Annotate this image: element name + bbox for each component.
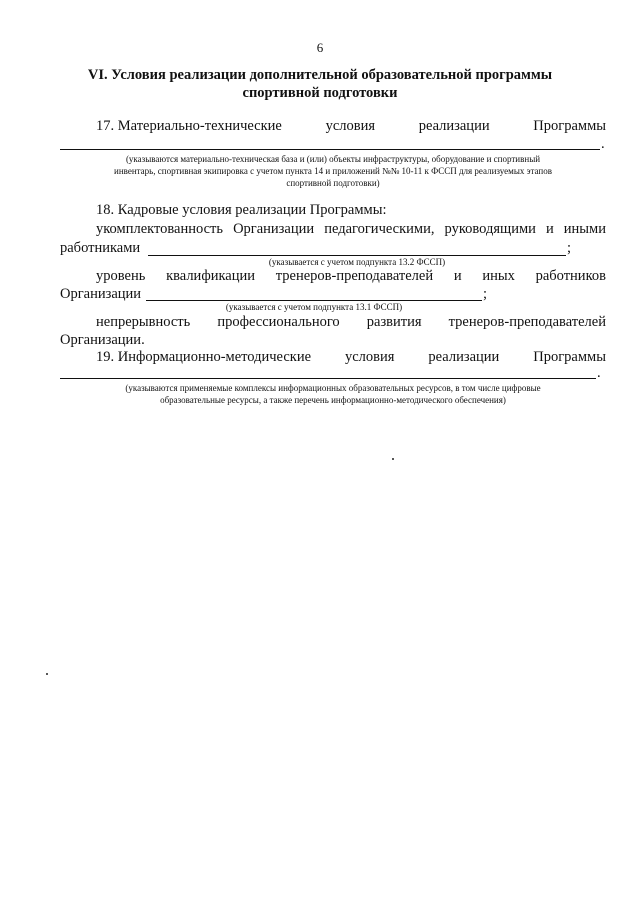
- item17-word: Программы: [533, 118, 606, 134]
- page-number: 6: [316, 40, 324, 55]
- item18-qual-word: уровень: [96, 268, 146, 284]
- item18-staffing-word: иными: [563, 221, 606, 237]
- item18-qual-word: тренеров-преподавателей: [275, 268, 434, 284]
- item18-staffing-note: (указывается с учетом подпункта 13.2 ФССП): [268, 257, 446, 267]
- item19-word: 19. Информационно-методические: [96, 349, 312, 365]
- item17-fill-line: [60, 149, 600, 150]
- section-heading-line1: VI. Условия реализации дополнительной образовательной программы: [87, 67, 553, 83]
- section-heading-line2: спортивной подготовки: [242, 85, 398, 101]
- item19-note-line: (указываются применяемые комплексы информационных образовательных ресурсов, в том числе цифровые: [125, 383, 541, 393]
- item18-staffing-cont: работниками: [60, 240, 141, 256]
- item18-qual-trail: ;: [483, 286, 488, 302]
- item19-note-line: образовательные ресурсы, а также перечень информационно-методического обеспечения): [160, 395, 506, 405]
- item19-line: [96, 349, 606, 366]
- item19-word: условия: [345, 349, 395, 365]
- item18-qual-note: (указывается с учетом подпункта 13.1 ФССП): [225, 302, 403, 312]
- item18-cont-word: профессионального: [217, 314, 340, 330]
- item17-note: [60, 153, 606, 189]
- item18-cont-word: развития: [366, 314, 422, 330]
- item18-cont-word: непрерывность: [96, 314, 191, 330]
- item18-qualification-line: [96, 268, 606, 285]
- item17-line: [96, 118, 606, 135]
- item17-note-line: (указываются материально-техническая база и (или) объекты инфраструктуры, оборудование и спортивный: [125, 154, 541, 164]
- item18-staffing-line: [96, 221, 606, 238]
- item18-cont-word: тренеров-преподавателей: [448, 314, 606, 330]
- item17-word: 17. Материально-технические: [96, 118, 282, 134]
- item18-title: 18. Кадровые условия реализации Программы:: [96, 202, 387, 218]
- item18-qual-word: и: [453, 268, 462, 284]
- item18-staffing-word: укомплектованность: [96, 221, 223, 237]
- item17-word: реализации: [418, 118, 490, 134]
- item18-cont-line2: Организации.: [60, 332, 145, 348]
- scan-speck: [46, 673, 48, 675]
- item19-word: реализации: [428, 349, 500, 365]
- item17-trail: .: [601, 136, 605, 152]
- item18-qual-word: квалификации: [166, 268, 256, 284]
- item18-staffing-word: педагогическими,: [324, 221, 435, 237]
- item18-staffing-trail: ;: [567, 240, 572, 256]
- item18-qual-word: работников: [535, 268, 606, 284]
- scan-speck: [392, 458, 394, 460]
- item19-fill-line: [60, 378, 596, 379]
- item18-qual-word: иных: [482, 268, 515, 284]
- item17-note-line: спортивной подготовки): [286, 178, 380, 188]
- item19-note: [60, 382, 606, 406]
- item18-staffing-word: и: [545, 221, 554, 237]
- item19-word: Программы: [533, 349, 606, 365]
- item18-qual-cont: Организации: [60, 286, 142, 302]
- item17-word: условия: [325, 118, 376, 134]
- item18-staffing-word: руководящими: [444, 221, 536, 237]
- item19-trail: .: [597, 365, 601, 381]
- item17-note-line: инвентарь, спортивная экипировка с учетом пункта 14 и приложений №№ 10-11 к ФССП для реализуемых этапов: [114, 166, 552, 176]
- section-heading: [60, 66, 580, 102]
- item18-continuity-line: [96, 314, 606, 331]
- item18-staffing-word: Организации: [233, 221, 315, 237]
